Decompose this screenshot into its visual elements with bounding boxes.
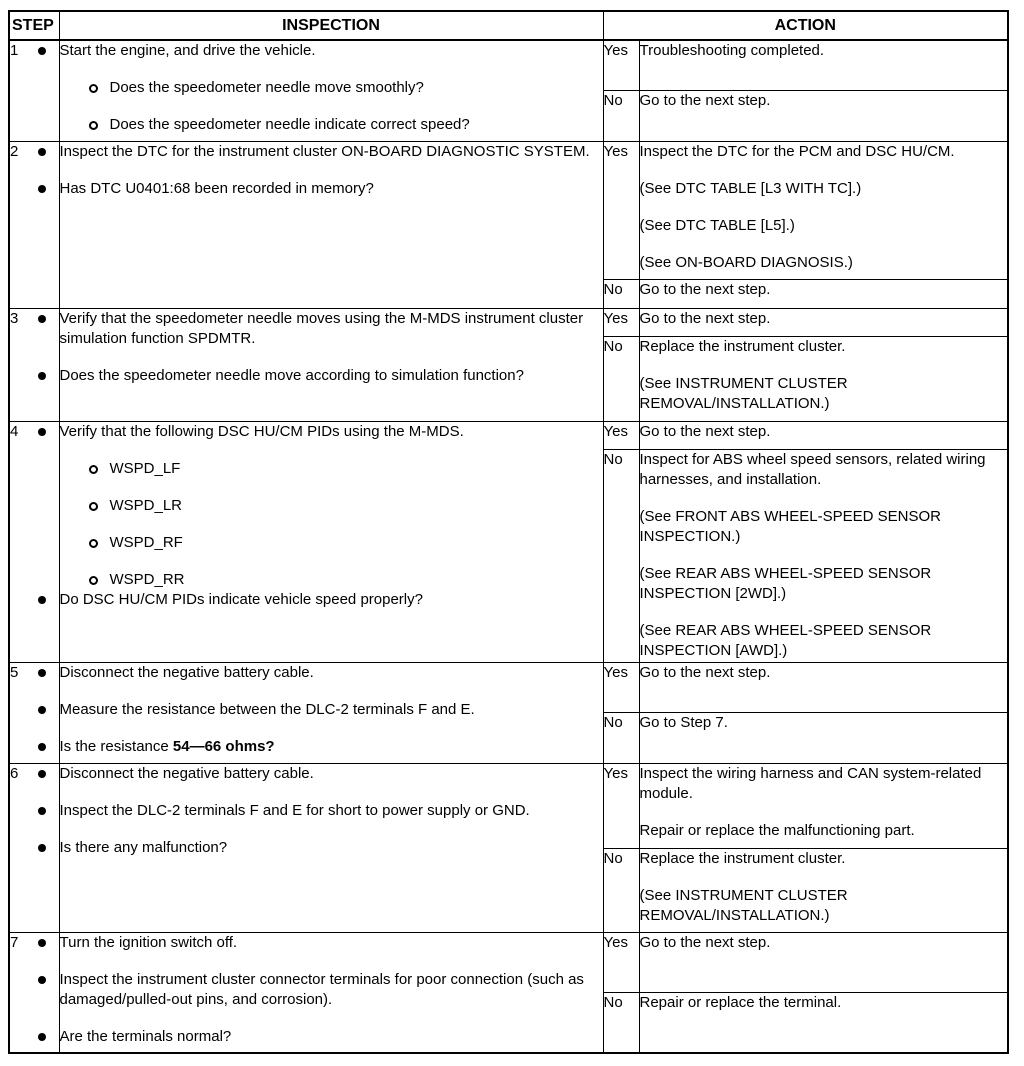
bullet-icon xyxy=(38,596,46,604)
sub-item-text: Does the speedometer needle indicate correct speed? xyxy=(109,116,470,133)
inspection-item xyxy=(60,737,603,757)
no-action xyxy=(639,712,1008,763)
no-action xyxy=(639,336,1008,421)
inspection-item xyxy=(60,179,603,199)
step-number: 4 xyxy=(9,421,59,662)
yes-action xyxy=(639,662,1008,712)
inspection-text: Inspect the DLC-2 terminals F and E for short to power supply or GND. xyxy=(59,801,530,819)
step-row-yes xyxy=(9,763,1008,848)
yes-action xyxy=(639,308,1008,336)
inspection-cell xyxy=(59,763,603,932)
inspection-item xyxy=(60,590,603,610)
inspection-cell xyxy=(59,141,603,308)
sub-item-text: Does the speedometer needle move smoothly? xyxy=(109,79,424,96)
action-text: Inspect the DTC for the PCM and DSC HU/CM. xyxy=(639,142,955,160)
inspection-item xyxy=(60,41,603,61)
inspection-text: Disconnect the negative battery cable. xyxy=(59,663,314,681)
inspection-item xyxy=(60,1027,603,1047)
bullet-icon xyxy=(38,1033,46,1041)
circle-bullet-icon xyxy=(89,465,98,474)
action-text: (See DTC TABLE [L3 WITH TC].) xyxy=(639,179,862,197)
bullet-icon xyxy=(38,148,46,156)
sub-item xyxy=(110,459,603,479)
action-text: Replace the instrument cluster. xyxy=(639,337,846,355)
inspection-cell xyxy=(59,421,603,662)
no-label: No xyxy=(603,848,639,932)
action-text: Go to Step 7. xyxy=(639,713,728,731)
yes-label: Yes xyxy=(603,40,639,90)
inspection-text: Do DSC HU/CM PIDs indicate vehicle speed properly? xyxy=(59,590,423,608)
yes-label: Yes xyxy=(603,763,639,848)
inspection-text: Start the engine, and drive the vehicle. xyxy=(59,42,316,59)
action-text: Go to the next step. xyxy=(639,309,771,327)
bullet-icon xyxy=(38,976,46,984)
no-label: No xyxy=(603,992,639,1053)
yes-label: Yes xyxy=(603,421,639,449)
yes-label: Yes xyxy=(603,662,639,712)
no-action xyxy=(639,90,1008,141)
troubleshooting-table xyxy=(8,10,1009,1054)
yes-label: Yes xyxy=(603,932,639,992)
circle-bullet-icon xyxy=(89,502,98,511)
no-label: No xyxy=(603,712,639,763)
action-text: Inspect for ABS wheel speed sensors, related wiring harnesses, and installation. xyxy=(639,450,986,488)
action-text: Go to the next step. xyxy=(639,280,771,298)
inspection-spec: 54—66 ohms? xyxy=(172,737,275,755)
inspection-item xyxy=(60,801,603,821)
action-text: Inspect the wiring harness and CAN system-related module. xyxy=(639,764,982,802)
header-inspection: INSPECTION xyxy=(59,11,603,40)
sub-item xyxy=(110,78,603,98)
inspection-text: Does the speedometer needle move according to simulation function? xyxy=(59,366,524,384)
inspection-item xyxy=(60,764,603,784)
action-text: (See DTC TABLE [L5].) xyxy=(639,216,795,234)
no-label: No xyxy=(603,449,639,662)
step-row-yes xyxy=(9,932,1008,992)
bullet-icon xyxy=(38,807,46,815)
bullet-icon xyxy=(38,770,46,778)
bullet-icon xyxy=(38,47,46,55)
inspection-item xyxy=(60,663,603,683)
sub-item-text: WSPD_RR xyxy=(109,570,185,588)
header-action: ACTION xyxy=(603,11,1008,40)
step-number: 5 xyxy=(9,662,59,763)
action-text: (See REAR ABS WHEEL-SPEED SENSOR INSPECTION [AWD].) xyxy=(639,621,932,659)
bullet-icon xyxy=(38,844,46,852)
inspection-item xyxy=(60,309,603,349)
no-action xyxy=(639,449,1008,662)
bullet-icon xyxy=(38,315,46,323)
step-row-yes xyxy=(9,662,1008,712)
no-action xyxy=(639,848,1008,932)
header-step: STEP xyxy=(9,11,59,40)
inspection-item xyxy=(60,366,603,386)
inspection-text: Has DTC U0401:68 been recorded in memory? xyxy=(59,179,374,197)
inspection-text: Is there any malfunction? xyxy=(59,838,228,856)
bullet-icon xyxy=(38,428,46,436)
inspection-cell xyxy=(59,662,603,763)
header-row xyxy=(9,11,1008,40)
action-text: Go to the next step. xyxy=(639,663,771,681)
inspection-text: Is the resistance xyxy=(59,737,173,755)
step-number: 1 xyxy=(9,40,59,141)
no-label: No xyxy=(603,336,639,421)
sub-item xyxy=(110,570,603,590)
inspection-text: Turn the ignition switch off. xyxy=(59,933,238,951)
step-number: 2 xyxy=(9,141,59,308)
action-text: Repair or replace the terminal. xyxy=(639,993,842,1011)
action-text: Go to the next step. xyxy=(639,422,771,440)
yes-label: Yes xyxy=(603,308,639,336)
action-text: (See INSTRUMENT CLUSTER REMOVAL/INSTALLATION.) xyxy=(639,886,848,924)
no-action xyxy=(639,992,1008,1053)
bullet-icon xyxy=(38,939,46,947)
circle-bullet-icon xyxy=(89,121,98,130)
inspection-item xyxy=(60,970,603,1010)
action-text: (See FRONT ABS WHEEL-SPEED SENSOR INSPECTION.) xyxy=(639,507,941,545)
inspection-item xyxy=(60,422,603,442)
inspection-text: Verify that the following DSC HU/CM PIDs using the M-MDS. xyxy=(59,422,464,440)
sub-item-text: WSPD_RF xyxy=(109,533,183,551)
yes-action xyxy=(639,40,1008,90)
inspection-text: Inspect the instrument cluster connector terminals for poor connection (such as damaged/pulled-out pins, and corrosion). xyxy=(59,970,584,1008)
bullet-icon xyxy=(38,372,46,380)
action-text: Troubleshooting completed. xyxy=(639,42,825,59)
bullet-icon xyxy=(38,743,46,751)
step-row-yes xyxy=(9,421,1008,449)
yes-label: Yes xyxy=(603,141,639,279)
yes-action xyxy=(639,932,1008,992)
action-text: Go to the next step. xyxy=(639,91,771,109)
inspection-item xyxy=(60,700,603,720)
no-action xyxy=(639,279,1008,308)
no-label: No xyxy=(603,279,639,308)
inspection-text: Are the terminals normal? xyxy=(59,1027,232,1045)
action-text: Repair or replace the malfunctioning part. xyxy=(639,821,915,839)
action-text: (See REAR ABS WHEEL-SPEED SENSOR INSPECTION [2WD].) xyxy=(639,564,932,602)
inspection-item xyxy=(60,933,603,953)
inspection-cell xyxy=(59,308,603,421)
no-label: No xyxy=(603,90,639,141)
circle-bullet-icon xyxy=(89,84,98,93)
step-number: 7 xyxy=(9,932,59,1053)
circle-bullet-icon xyxy=(89,539,98,548)
bullet-icon xyxy=(38,706,46,714)
step-number: 3 xyxy=(9,308,59,421)
sub-item xyxy=(110,496,603,516)
step-row-yes xyxy=(9,308,1008,336)
inspection-cell xyxy=(59,932,603,1053)
inspection-text: Measure the resistance between the DLC-2 terminals F and E. xyxy=(59,700,475,718)
action-text: Replace the instrument cluster. xyxy=(639,849,846,867)
inspection-text: Inspect the DTC for the instrument cluster ON-BOARD DIAGNOSTIC SYSTEM. xyxy=(59,142,590,160)
yes-action xyxy=(639,763,1008,848)
inspection-item xyxy=(60,142,603,162)
sub-item-text: WSPD_LR xyxy=(109,496,183,514)
step-row-yes xyxy=(9,40,1008,90)
bullet-icon xyxy=(38,185,46,193)
sub-item-text: WSPD_LF xyxy=(109,459,181,477)
action-text: Go to the next step. xyxy=(639,933,771,951)
action-text: (See INSTRUMENT CLUSTER REMOVAL/INSTALLATION.) xyxy=(639,374,848,412)
sub-item xyxy=(110,533,603,553)
yes-action xyxy=(639,141,1008,279)
action-text: (See ON-BOARD DIAGNOSIS.) xyxy=(639,253,853,271)
circle-bullet-icon xyxy=(89,576,98,585)
inspection-text: Disconnect the negative battery cable. xyxy=(59,764,314,782)
inspection-item xyxy=(60,838,603,858)
sub-item xyxy=(110,115,603,135)
step-number: 6 xyxy=(9,763,59,932)
inspection-cell xyxy=(59,40,603,141)
step-row-yes xyxy=(9,141,1008,279)
inspection-text: Verify that the speedometer needle moves using the M-MDS instrument cluster simulation function SPDMTR. xyxy=(59,309,584,347)
bullet-icon xyxy=(38,669,46,677)
yes-action xyxy=(639,421,1008,449)
